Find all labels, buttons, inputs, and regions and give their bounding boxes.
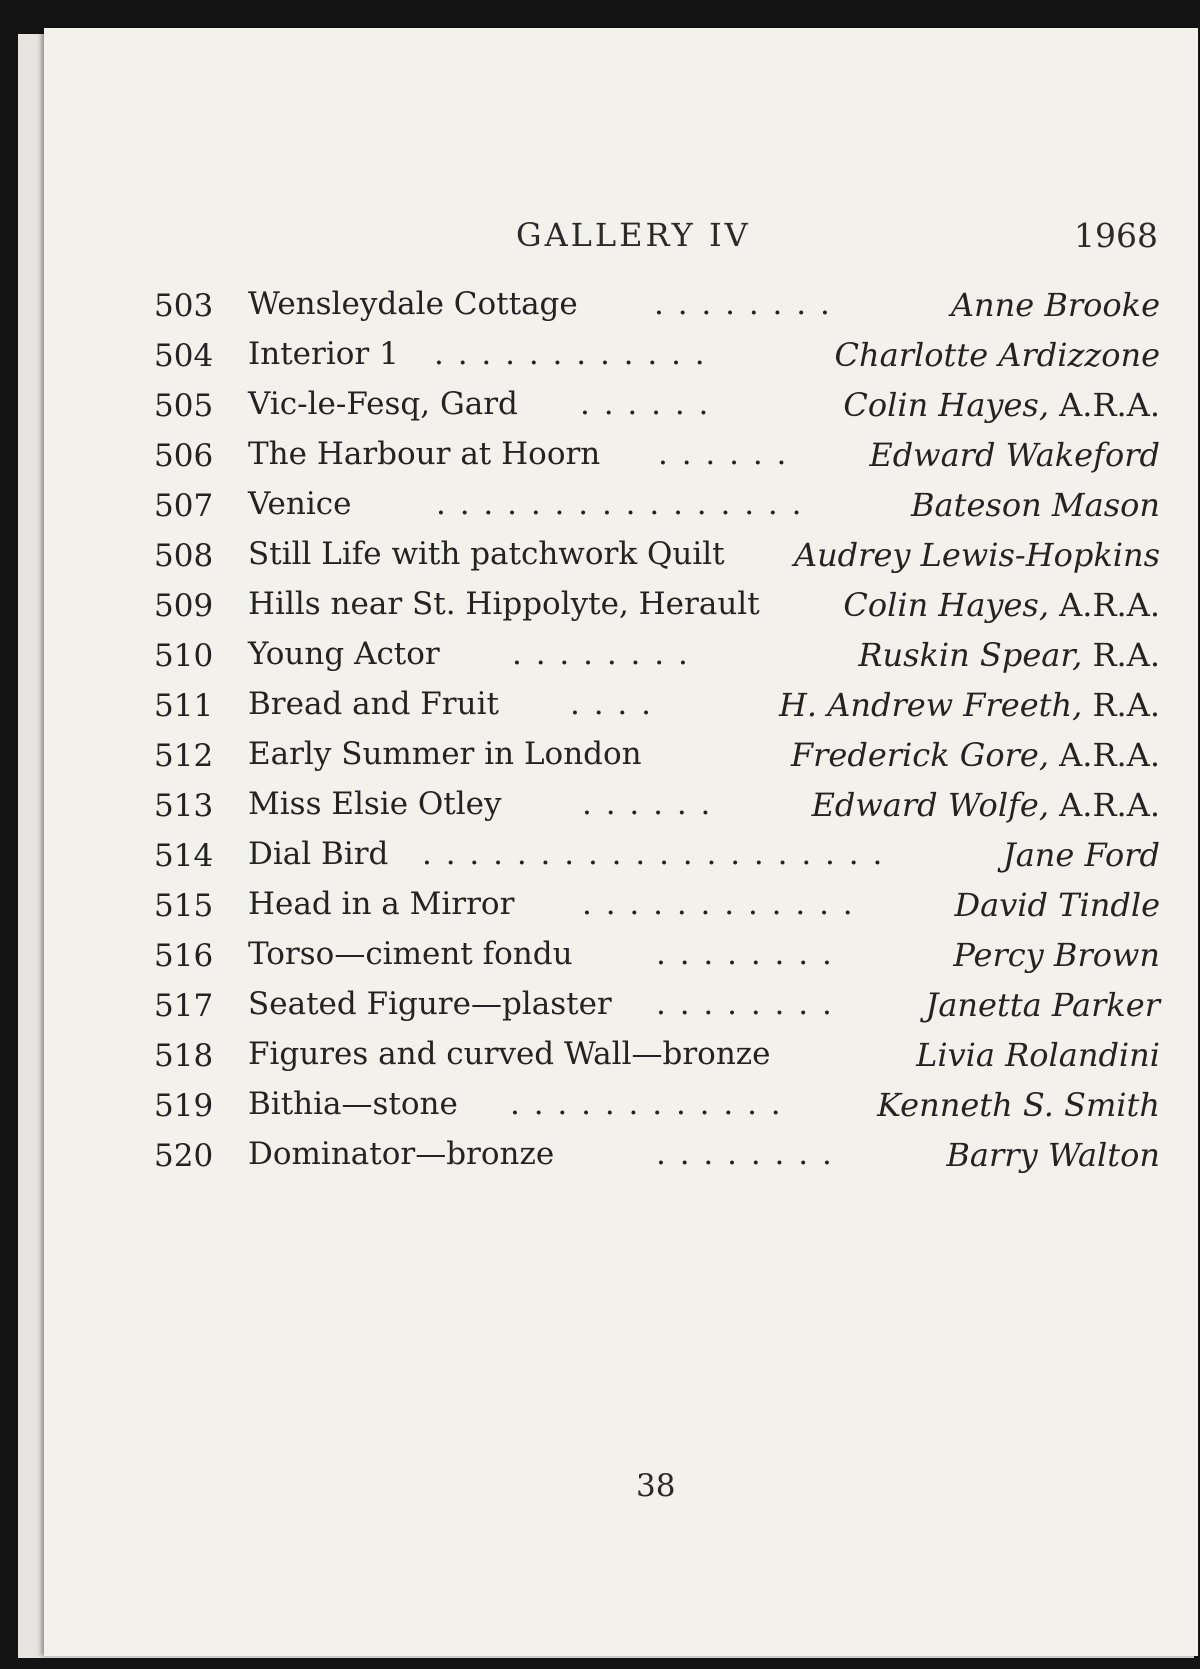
entry-artist bbox=[925, 986, 1160, 1024]
catalogue-entry bbox=[44, 730, 1198, 780]
entry-title: Miss Elsie Otley bbox=[248, 786, 502, 822]
dot-leaders: . . . . . . . . bbox=[512, 636, 690, 672]
entry-title: Seated Figure—plaster bbox=[248, 986, 612, 1022]
entry-title: Venice bbox=[248, 486, 352, 522]
entry-artist bbox=[951, 286, 1160, 324]
dot-leaders: . . . . . . . . bbox=[656, 1136, 834, 1172]
artist-suffix: A.R.A. bbox=[1049, 736, 1160, 774]
artist-name: Ruskin Spear, bbox=[858, 636, 1083, 674]
artist-name: Barry Walton bbox=[946, 1136, 1160, 1174]
artist-name: Edward Wakeford bbox=[869, 436, 1160, 474]
catalogue-entry bbox=[44, 380, 1198, 430]
dot-leaders: . . . . . . . . . . . . . . . . bbox=[436, 486, 804, 522]
gallery-title: GALLERY IV bbox=[516, 216, 751, 254]
artist-name: Jane Ford bbox=[1002, 836, 1160, 874]
entry-title: Young Actor bbox=[248, 636, 440, 672]
artist-name: Colin Hayes, bbox=[843, 586, 1049, 624]
entry-title: Vic-le-Fesq, Gard bbox=[248, 386, 518, 422]
entry-artist bbox=[812, 786, 1160, 824]
entry-title: Wensleydale Cottage bbox=[248, 286, 578, 322]
entry-artist bbox=[954, 886, 1160, 924]
page-number: 38 bbox=[636, 1468, 676, 1504]
artist-name: Percy Brown bbox=[953, 936, 1160, 974]
entry-artist bbox=[1003, 836, 1160, 874]
entry-number: 503 bbox=[154, 288, 214, 324]
dot-leaders: . . . . . . . . . . . . . . . . . . . . bbox=[422, 836, 885, 872]
entry-number: 520 bbox=[154, 1138, 214, 1174]
catalogue-entry bbox=[44, 280, 1198, 330]
entry-artist bbox=[911, 486, 1160, 524]
entry-title: Still Life with patchwork Quilt bbox=[248, 536, 725, 572]
entry-number: 504 bbox=[154, 338, 214, 374]
entry-number: 507 bbox=[154, 488, 214, 524]
catalogue-list bbox=[44, 280, 1198, 1180]
entry-number: 508 bbox=[154, 538, 214, 574]
entry-artist bbox=[791, 736, 1160, 774]
entry-title: Head in a Mirror bbox=[248, 886, 515, 922]
artist-suffix: R.A. bbox=[1082, 636, 1160, 674]
entry-artist bbox=[794, 536, 1160, 574]
year: 1968 bbox=[1074, 216, 1158, 255]
catalogue-entry bbox=[44, 430, 1198, 480]
entry-number: 516 bbox=[154, 938, 214, 974]
artist-name: H. Andrew Freeth, bbox=[779, 686, 1083, 724]
entry-artist bbox=[835, 336, 1160, 374]
artist-name: Kenneth S. Smith bbox=[877, 1086, 1160, 1124]
entry-number: 506 bbox=[154, 438, 214, 474]
artist-name: Anne Brooke bbox=[950, 286, 1160, 324]
dot-leaders: . . . . . . bbox=[658, 436, 789, 472]
entry-number: 518 bbox=[154, 1038, 214, 1074]
entry-artist bbox=[916, 1036, 1160, 1074]
catalogue-entry bbox=[44, 1080, 1198, 1130]
entry-artist bbox=[877, 1086, 1160, 1124]
catalogue-entry bbox=[44, 680, 1198, 730]
entry-artist bbox=[953, 936, 1160, 974]
entry-title: Figures and curved Wall—bronze bbox=[248, 1036, 771, 1072]
artist-name: Livia Rolandini bbox=[916, 1036, 1160, 1074]
entry-title: The Harbour at Hoorn bbox=[248, 436, 601, 472]
entry-artist bbox=[858, 636, 1160, 674]
catalogue-entry bbox=[44, 480, 1198, 530]
entry-number: 513 bbox=[154, 788, 214, 824]
entry-title: Bithia—stone bbox=[248, 1086, 458, 1122]
entry-title: Torso—ciment fondu bbox=[248, 936, 573, 972]
entry-title: Early Summer in London bbox=[248, 736, 642, 772]
entry-artist bbox=[946, 1136, 1160, 1174]
dot-leaders: . . . . . . . . . . . . bbox=[434, 336, 707, 372]
artist-name: Charlotte Ardizzone bbox=[834, 336, 1160, 374]
entry-title: Interior 1 bbox=[248, 336, 399, 372]
dot-leaders: . . . . . . bbox=[582, 786, 713, 822]
catalogue-entry bbox=[44, 980, 1198, 1030]
entry-number: 515 bbox=[154, 888, 214, 924]
artist-suffix: A.R.A. bbox=[1049, 386, 1160, 424]
artist-name: Audrey Lewis-Hopkins bbox=[793, 536, 1160, 574]
artist-name: Frederick Gore, bbox=[790, 736, 1049, 774]
entry-number: 514 bbox=[154, 838, 214, 874]
dot-leaders: . . . . . . . . bbox=[656, 986, 834, 1022]
page-header bbox=[44, 216, 1198, 256]
catalogue-entry bbox=[44, 580, 1198, 630]
entry-title: Bread and Fruit bbox=[248, 686, 499, 722]
entry-title: Dominator—bronze bbox=[248, 1136, 555, 1172]
entry-number: 512 bbox=[154, 738, 214, 774]
artist-name: Colin Hayes, bbox=[843, 386, 1049, 424]
entry-title: Hills near St. Hippolyte, Herault bbox=[248, 586, 760, 622]
entry-number: 519 bbox=[154, 1088, 214, 1124]
entry-artist bbox=[869, 436, 1160, 474]
catalogue-entry bbox=[44, 780, 1198, 830]
dot-leaders: . . . . . . . . . . . . bbox=[510, 1086, 783, 1122]
artist-name: Bateson Mason bbox=[911, 486, 1160, 524]
artist-suffix: R.A. bbox=[1082, 686, 1160, 724]
catalogue-entry bbox=[44, 1030, 1198, 1080]
catalogue-entry bbox=[44, 830, 1198, 880]
catalogue-entry bbox=[44, 880, 1198, 930]
entry-number: 509 bbox=[154, 588, 214, 624]
catalogue-entry bbox=[44, 330, 1198, 380]
catalogue-page bbox=[44, 28, 1198, 1656]
artist-suffix: A.R.A. bbox=[1049, 586, 1160, 624]
artist-name: Edward Wolfe, bbox=[811, 786, 1049, 824]
catalogue-entry bbox=[44, 1130, 1198, 1180]
entry-artist bbox=[843, 386, 1160, 424]
entry-number: 511 bbox=[154, 688, 214, 724]
artist-suffix: A.R.A. bbox=[1049, 786, 1160, 824]
dot-leaders: . . . . . . . . . . . . bbox=[582, 886, 855, 922]
catalogue-entry bbox=[44, 530, 1198, 580]
entry-number: 510 bbox=[154, 638, 214, 674]
catalogue-entry bbox=[44, 930, 1198, 980]
artist-name: David Tindle bbox=[954, 886, 1160, 924]
dot-leaders: . . . . . . . . bbox=[654, 286, 832, 322]
dot-leaders: . . . . bbox=[570, 686, 653, 722]
entry-title: Dial Bird bbox=[248, 836, 389, 872]
catalogue-entry bbox=[44, 630, 1198, 680]
entry-artist bbox=[843, 586, 1160, 624]
entry-number: 505 bbox=[154, 388, 214, 424]
artist-name: Janetta Parker bbox=[925, 986, 1160, 1024]
dot-leaders: . . . . . . bbox=[580, 386, 711, 422]
entry-artist bbox=[779, 686, 1160, 724]
entry-number: 517 bbox=[154, 988, 214, 1024]
dot-leaders: . . . . . . . . bbox=[656, 936, 834, 972]
